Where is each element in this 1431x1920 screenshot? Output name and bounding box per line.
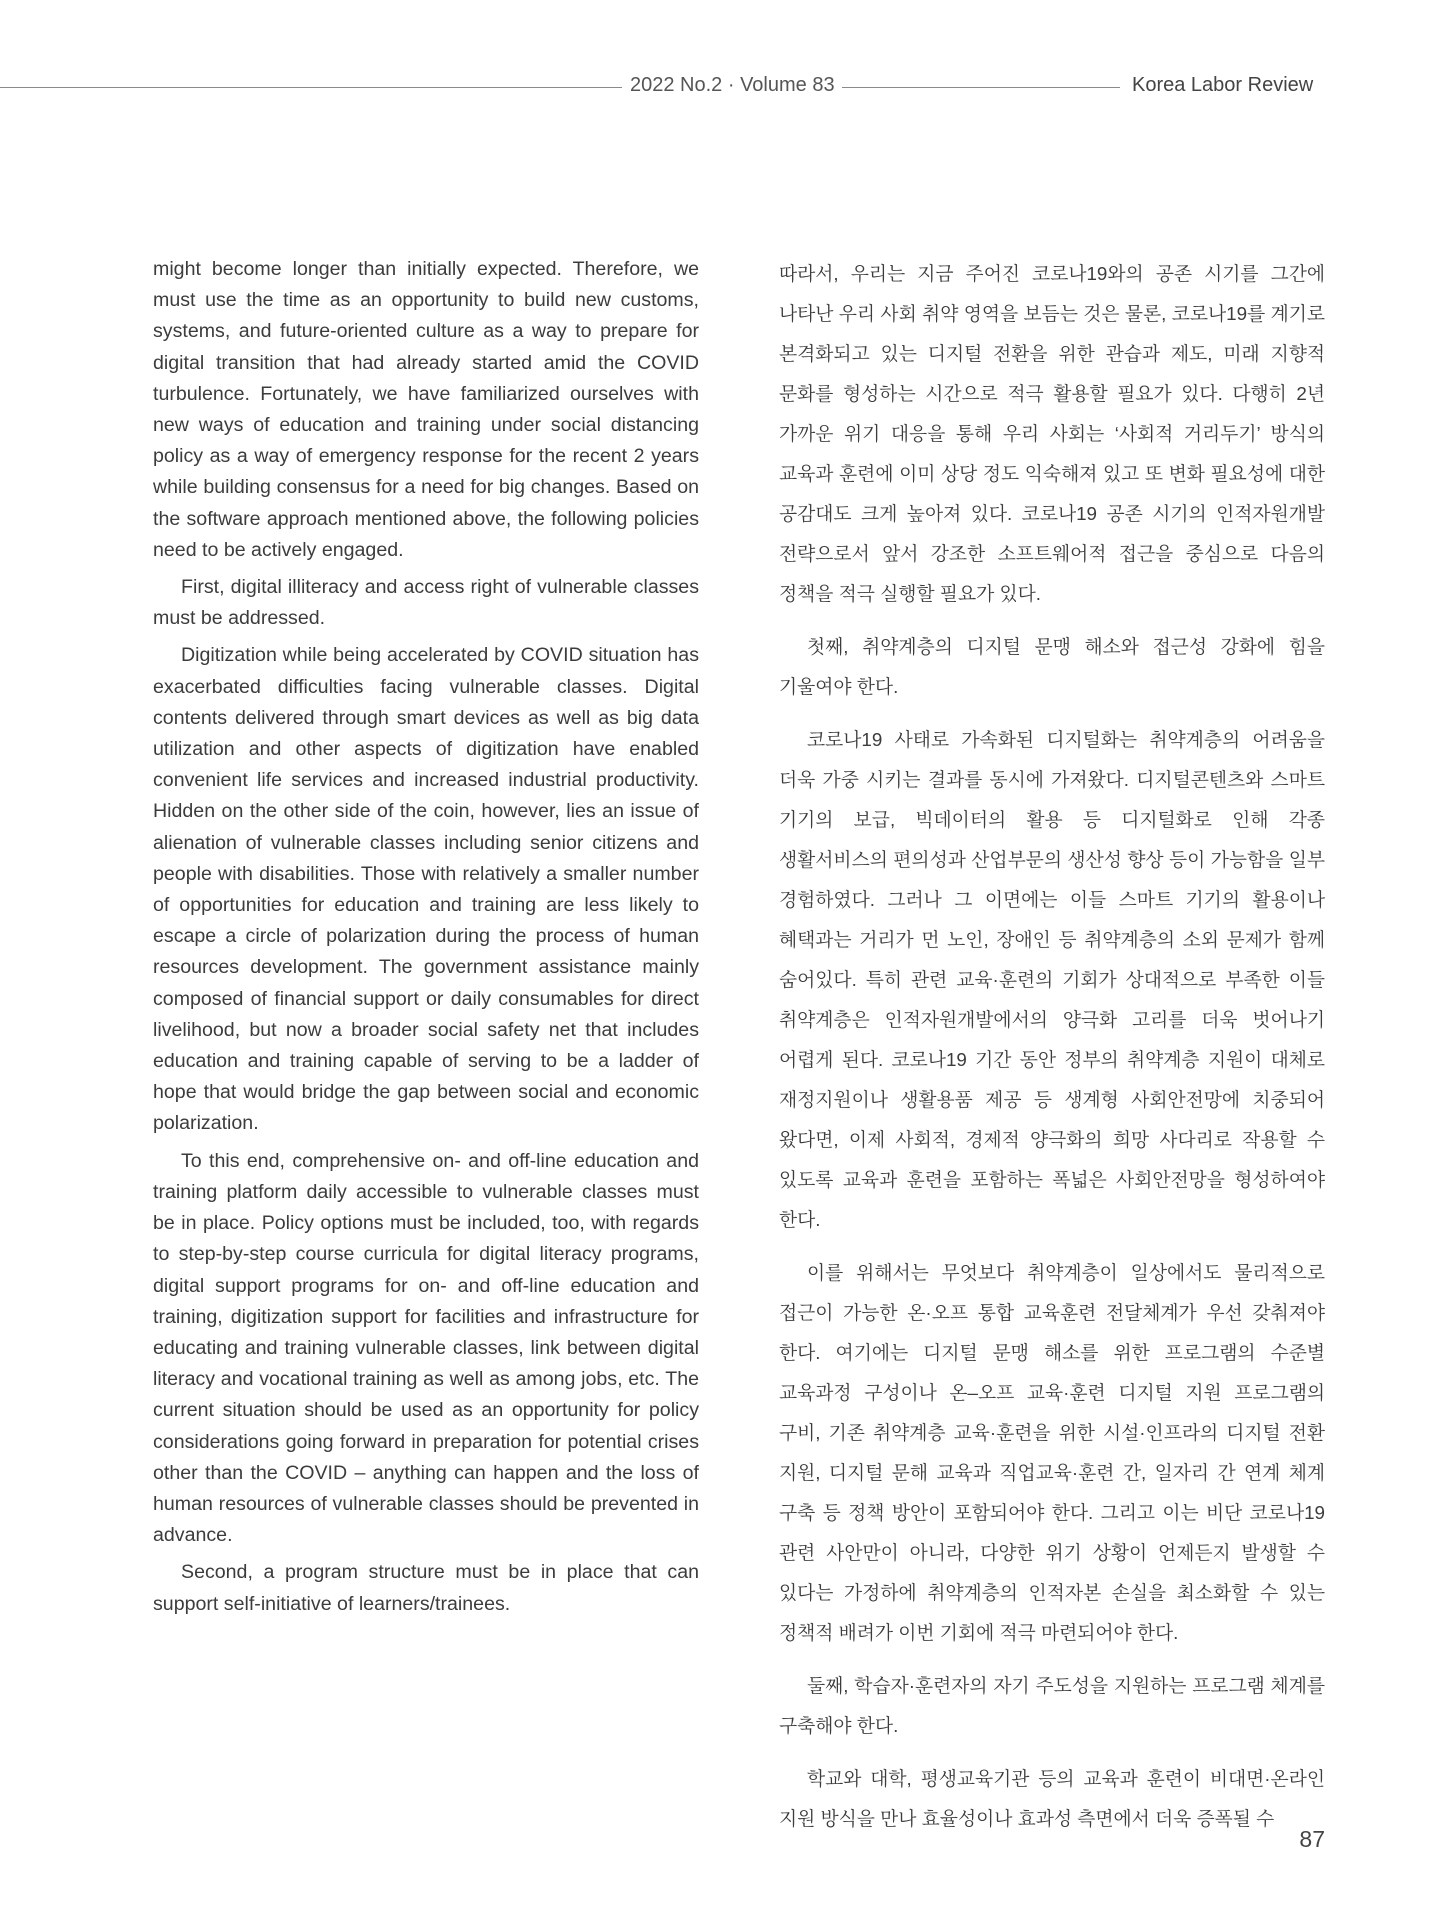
header-rule-right <box>842 87 1120 88</box>
korean-paragraph: 따라서, 우리는 지금 주어진 코로나19와의 공존 시기를 그간에 나타난 우리 사회 취약 영역을 보듬는 것은 물론, 코로나19를 계기로 본격화되고 있는 디지털 전환을 위한 관습과 제도, 미래 지향적 문화를 형성하는 시간으로 적극 활용할 필요가 있다. 다행히 2년 가까운 위기 대응을 통해 우리 사회는 ‘사회적 거리두기’ 방식의 교육과 훈련에 이미 상당 정도 익숙해져 있고 또 변화 필요성에 대한 공감대도 크게 높아져 있다. 코로나19 공존 시기의 인적자원개발 전략으로서 앞서 강조한 소프트웨어적 접근을 중심으로 다음의 정책을 적극 실행할 필요가 있다. <box>779 263 1325 604</box>
korean-column <box>779 254 1325 1852</box>
page-number: 87 <box>1299 1826 1325 1852</box>
korean-paragraph: 코로나19 사태로 가속화된 디지털화는 취약계층의 어려움을 더욱 가중 시키는 결과를 동시에 가져왔다. 디지털콘텐츠와 스마트 기기의 보급, 빅데이터의 활용 등 디지털화로 인해 각종 생활서비스의 편의성과 산업부문의 생산성 향상 등이 가능함을 일부 경험하였다. 그러나 그 이면에는 이들 스마트 기기의 활용이나 혜택과는 거리가 먼 노인, 장애인 등 취약계층의 소외 문제가 함께 숨어있다. 특히 관련 교육·훈련의 기회가 상대적으로 부족한 이들 취약계층은 인적자원개발에서의 양극화 고리를 더욱 벗어나기 어렵게 된다. 코로나19 기간 동안 정부의 취약계층 지원이 대체로 재정지원이나 생활용품 제공 등 생계형 사회안전망에 치중되어 왔다면, 이제 사회적, 경제적 양극화의 희망 사다리로 작용할 수 있도록 교육과 훈련을 포함하는 폭넓은 사회안전망을 형성하여야 한다. <box>779 729 1325 1230</box>
english-paragraph: Second, a program structure must be in place that can support self-initiative of learners/trainees. <box>153 1561 699 1615</box>
korean-paragraph: 이를 위해서는 무엇보다 취약계층이 일상에서도 물리적으로 접근이 가능한 온·오프 통합 교육훈련 전달체계가 우선 갖춰져야 한다. 여기에는 디지털 문맹 해소를 위한 프로그램의 수준별 교육과정 구성이나 온–오프 교육·훈련 디지털 지원 프로그램의 구비, 기존 취약계층 교육·훈련을 위한 시설·인프라의 디지털 전환 지원, 디지털 문해 교육과 직업교육·훈련 간, 일자리 간 연계 체계 구축 등 정책 방안이 포함되어야 한다. 그리고 이는 비단 코로나19 관련 사안만이 아니라, 다양한 위기 상황이 언제든지 발생할 수 있다는 가정하에 취약계층의 인적자본 손실을 최소화할 수 있는 정책적 배려가 이번 기회에 적극 마련되어야 한다. <box>779 1262 1325 1643</box>
korean-paragraph: 첫째, 취약계층의 디지털 문맹 해소와 접근성 강화에 힘을 기울여야 한다. <box>779 636 1325 697</box>
header-rule-left <box>0 87 622 88</box>
english-paragraph: Digitization while being accelerated by COVID situation has exacerbated difficulties facing vulnerable classes. Digital contents delivered through smart devices as well as big data utilization and other aspects of digitization have enabled convenient life services and increased industrial productivity. Hidden on the other side of the coin, however, lies an issue of alienation of vulnerable classes including senior citizens and people with disabilities. Those with relatively a smaller number of opportunities for education and training are less likely to escape a circle of polarization during the process of human resources development. The government assistance mainly composed of financial support or daily consumables for direct livelihood, but now a broader social safety net that includes education and training capable of serving to be a ladder of hope that would bridge the gap between social and economic polarization. <box>153 644 699 1135</box>
english-column <box>153 254 699 1626</box>
english-paragraph: First, digital illiteracy and access right of vulnerable classes must be addressed. <box>153 576 699 630</box>
running-header <box>0 72 1431 102</box>
korean-paragraph: 둘째, 학습자·훈련자의 자기 주도성을 지원하는 프로그램 체계를 구축해야 한다. <box>779 1675 1325 1736</box>
korean-paragraph: 학교와 대학, 평생교육기관 등의 교육과 훈련이 비대면·온라인 지원 방식을 만나 효율성이나 효과성 측면에서 더욱 증폭될 수 <box>779 1768 1325 1829</box>
english-paragraph: To this end, comprehensive on- and off-line education and training platform daily accessible to vulnerable classes must be in place. Policy options must be included, too, with regards to step-by-step course curricula for digital literacy programs, digital support programs for on- and off-line education and training, digitization support for facilities and infrastructure for educating and training vulnerable classes, link between digital literacy and vocational training as well as among jobs, etc. The current situation should be used as an opportunity for policy considerations going forward in preparation for potential crises other than the COVID – anything can happen and the loss of human resources of vulnerable classes should be prevented in advance. <box>153 1149 699 1547</box>
journal-title: Korea Labor Review <box>1132 74 1314 96</box>
english-paragraph: might become longer than initially expected. Therefore, we must use the time as an opportunity to build new customs, systems, and future-oriented culture as a way to prepare for digital transition that had already started amid the COVID turbulence. Fortunately, we have familiarized ourselves with new ways of education and training under social distancing policy as a way of emergency response for the recent 2 years while building consensus for a need for big changes. Based on the software approach mentioned above, the following policies need to be actively engaged. <box>153 258 699 561</box>
issue-label: 2022 No.2 · Volume 83 <box>630 74 835 96</box>
